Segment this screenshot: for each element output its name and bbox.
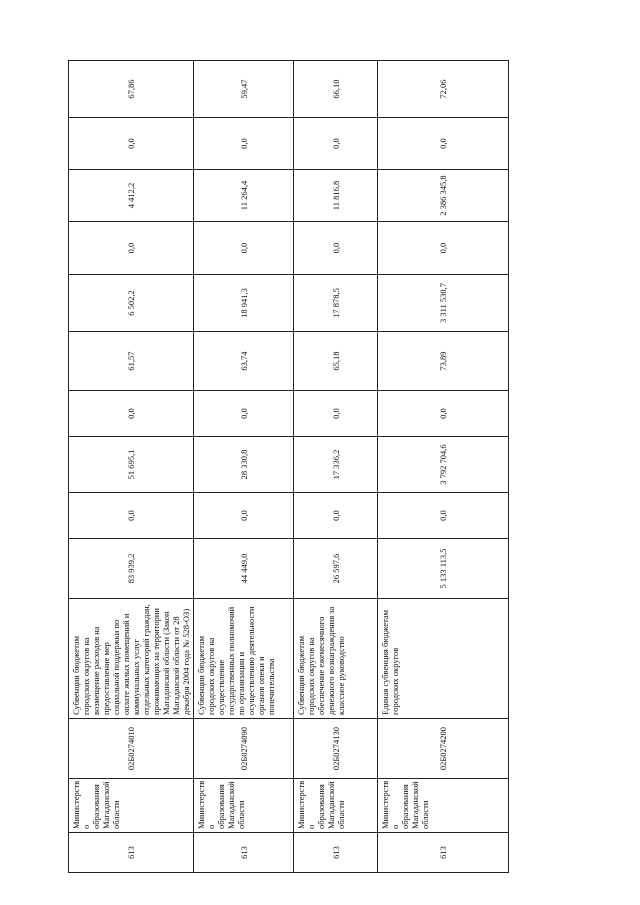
- value-cell: 6 502,2: [69, 275, 194, 332]
- value-cell: 0,0: [194, 222, 294, 275]
- table-row: [294, 61, 378, 873]
- csr-cell: 02Б0274010: [69, 719, 194, 779]
- value-cell: 0,0: [294, 118, 378, 170]
- name-cell: Субвенции бюджетам городских округов на обеспечение ежемесячного денежного вознаграждения за классное руководство: [294, 599, 378, 719]
- value-cell: 0,0: [294, 222, 378, 275]
- value-cell: 59,47: [194, 61, 294, 118]
- value-cell: 0,0: [294, 391, 378, 437]
- value-cell: 0,0: [378, 391, 509, 437]
- value-cell: 73,89: [378, 332, 509, 391]
- table-row: [378, 61, 509, 873]
- value-cell: 72,06: [378, 61, 509, 118]
- value-cell: 18 941,3: [194, 275, 294, 332]
- value-cell: 4 412,2: [69, 170, 194, 222]
- value-cell: 0,0: [194, 493, 294, 539]
- name-cell: Субвенции бюджетам городских округов на осуществление государственных полномочий по организации и осуществлению деятельности органов опеки и попечительства: [194, 599, 294, 719]
- value-cell: 0,0: [69, 222, 194, 275]
- value-cell: 0,0: [194, 391, 294, 437]
- value-cell: 0,0: [194, 118, 294, 170]
- code-cell: 613: [194, 833, 294, 873]
- value-cell: 3 311 530,7: [378, 275, 509, 332]
- ministry-cell: Министерств о образования Магаданской области: [294, 779, 378, 833]
- value-cell: 2 386 345,8: [378, 170, 509, 222]
- value-cell: 44 449,0: [194, 539, 294, 599]
- value-cell: 66,10: [294, 61, 378, 118]
- value-cell: 28 330,8: [194, 437, 294, 493]
- name-cell: Субвенции бюджетам городских округов на возмещение расходов на предоставление мер социальной поддержки по оплате жилых помещений и коммунальных услуг отдельных категорий граждан, проживающих на территории Магаданской области (Закон Магаданской области от 28 декабря 2004 года № 528-ОЗ): [69, 599, 194, 719]
- subventions-table: [68, 60, 509, 873]
- value-cell: 65,18: [294, 332, 378, 391]
- csr-cell: 02Б0274090: [194, 719, 294, 779]
- table-row: [69, 61, 194, 873]
- value-cell: 51 695,1: [69, 437, 194, 493]
- code-cell: 613: [378, 833, 509, 873]
- code-cell: 613: [69, 833, 194, 873]
- value-cell: 67,86: [69, 61, 194, 118]
- value-cell: 0,0: [294, 493, 378, 539]
- name-cell: Единая субвенция бюджетам городских округов: [378, 599, 509, 719]
- value-cell: 0,0: [69, 118, 194, 170]
- value-cell: 11 816,8: [294, 170, 378, 222]
- csr-cell: 02Б0274200: [378, 719, 509, 779]
- value-cell: 3 792 704,6: [378, 437, 509, 493]
- value-cell: 61,57: [69, 332, 194, 391]
- csr-cell: 02Б0274130: [294, 719, 378, 779]
- value-cell: 0,0: [378, 118, 509, 170]
- value-cell: 11 264,4: [194, 170, 294, 222]
- value-cell: 0,0: [378, 493, 509, 539]
- value-cell: 17 336,2: [294, 437, 378, 493]
- value-cell: 83 939,2: [69, 539, 194, 599]
- value-cell: 63,74: [194, 332, 294, 391]
- value-cell: 26 597,6: [294, 539, 378, 599]
- budget-table: [68, 61, 495, 873]
- code-cell: 613: [294, 833, 378, 873]
- value-cell: 0,0: [378, 222, 509, 275]
- ministry-cell: Министерств о образования Магаданской области: [378, 779, 509, 833]
- value-cell: 5 133 113,5: [378, 539, 509, 599]
- ministry-cell: Министерств о образования Магаданской области: [69, 779, 194, 833]
- table-row: [194, 61, 294, 873]
- ministry-cell: Министерств о образования Магаданской области: [194, 779, 294, 833]
- value-cell: 0,0: [69, 391, 194, 437]
- value-cell: 17 878,5: [294, 275, 378, 332]
- value-cell: 0,0: [69, 493, 194, 539]
